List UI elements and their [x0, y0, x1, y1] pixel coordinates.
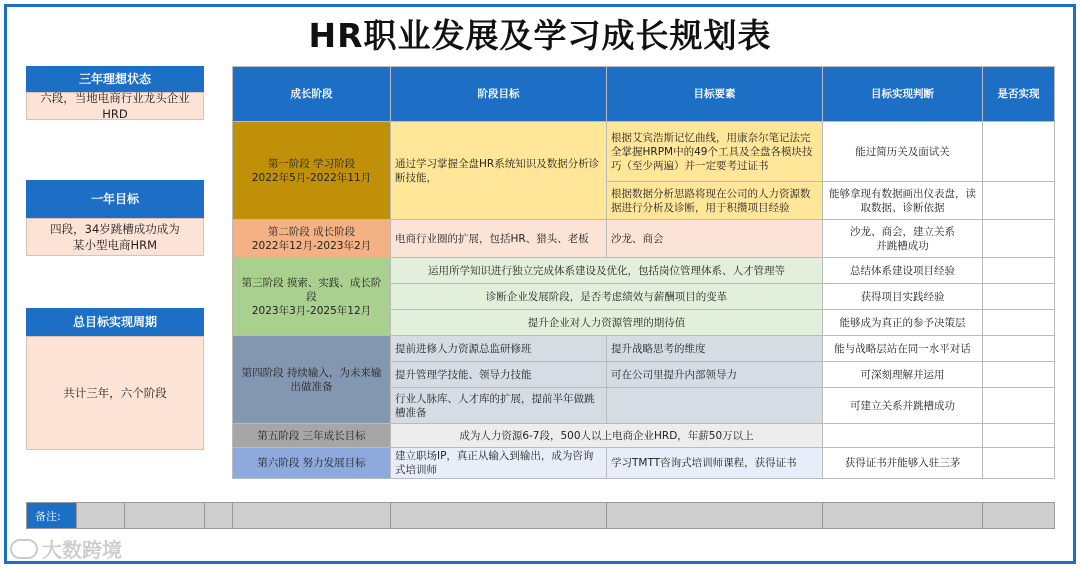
stage6-judge: 获得证书并能够入驻三茅 [823, 448, 983, 479]
stage2-element: 沙龙、商会 [607, 220, 823, 258]
achieved-cell[interactable] [983, 122, 1055, 182]
stage2-cell: 第二阶段 成长阶段 2022年12月-2023年2月 [233, 220, 391, 258]
watermark [10, 534, 122, 563]
stage4-element-1: 提升战略思考的维度 [607, 336, 823, 362]
ideal-state-body: 六段，当地电商行业龙头企业HRD [26, 92, 204, 120]
achieved-cell[interactable] [983, 336, 1055, 362]
table-row [233, 336, 1055, 362]
stage4-goal-3: 行业人脉库、人才库的扩展，提前半年做跳槽准备 [391, 388, 607, 424]
stage3-judge-1: 总结体系建设项目经验 [823, 258, 983, 284]
stage5-judge [823, 424, 983, 448]
achieved-cell[interactable] [983, 448, 1055, 479]
notes-label: 备注: [27, 503, 77, 529]
table-row [233, 424, 1055, 448]
notes-cell[interactable] [205, 503, 233, 529]
stage3-goal-3: 提升企业对人力资源管理的期待值 [391, 310, 823, 336]
one-year-goal-body: 四段，34岁跳槽成功成为 某小型电商HRM [26, 218, 204, 256]
col-elements: 目标要素 [607, 67, 823, 122]
stage4-judge-1: 能与战略层站在同一水平对话 [823, 336, 983, 362]
notes-cell[interactable] [77, 503, 125, 529]
col-judgement: 目标实现判断 [823, 67, 983, 122]
stage3-judge-2: 获得项目实践经验 [823, 284, 983, 310]
stage4-element-2: 可在公司里提升内部领导力 [607, 362, 823, 388]
achieved-cell[interactable] [983, 310, 1055, 336]
stage4-judge-2: 可深刻理解并运用 [823, 362, 983, 388]
achieved-cell[interactable] [983, 388, 1055, 424]
table-row [233, 258, 1055, 284]
watermark-logo-icon [10, 539, 38, 559]
stage4-goal-2: 提升管理学技能、领导力技能 [391, 362, 607, 388]
stage4-judge-3: 可建立关系并跳槽成功 [823, 388, 983, 424]
notes-cell[interactable] [391, 503, 607, 529]
stage1-element-2: 根据数据分析思路将现在公司的人力资源数据进行分析及诊断，用于积攒项目经验 [607, 182, 823, 220]
notes-cell[interactable] [607, 503, 823, 529]
stage3-goal-1: 运用所学知识进行独立完成体系建设及优化，包括岗位管理体系、人才管理等 [391, 258, 823, 284]
stage1-goal: 通过学习掌握全盘HR系统知识及数据分析诊断技能， [391, 122, 607, 220]
stage6-goal: 建立职场IP，真正从输入到输出，成为咨询式培训师 [391, 448, 607, 479]
stage1-cell: 第一阶段 学习阶段 2022年5月-2022年11月 [233, 122, 391, 220]
one-year-goal-header: 一年目标 [26, 180, 204, 218]
stage5-goal: 成为人力资源6-7段，500人以上电商企业HRD，年薪50万以上 [391, 424, 823, 448]
col-goal: 阶段目标 [391, 67, 607, 122]
stage1-judge-1: 能过简历关及面试关 [823, 122, 983, 182]
stage2-goal: 电商行业圈的扩展，包括HR、猎头、老板 [391, 220, 607, 258]
col-achieved: 是否实现 [983, 67, 1055, 122]
stage6-cell: 第六阶段 努力发展目标 [233, 448, 391, 479]
table-header-row [233, 67, 1055, 122]
achieved-cell[interactable] [983, 220, 1055, 258]
achieved-cell[interactable] [983, 182, 1055, 220]
table-row [233, 448, 1055, 479]
cycle-body: 共计三年，六个阶段 [26, 336, 204, 450]
stage3-cell: 第三阶段 摸索、实践、成长阶段 2023年3月-2025年12月 [233, 258, 391, 336]
stage3-judge-3: 能够成为真正的参予决策层 [823, 310, 983, 336]
table-row [233, 220, 1055, 258]
notes-bar [26, 502, 1055, 529]
notes-cell[interactable] [983, 503, 1055, 529]
page-title: HR职业发展及学习成长规划表 [308, 16, 772, 55]
notes-cell[interactable] [125, 503, 205, 529]
watermark-text: 大数跨境 [42, 538, 122, 562]
achieved-cell[interactable] [983, 424, 1055, 448]
stage5-cell: 第五阶段 三年成长目标 [233, 424, 391, 448]
stage4-goal-1: 提前进修人力资源总监研修班 [391, 336, 607, 362]
stage2-judge: 沙龙、商会，建立关系 并跳槽成功 [823, 220, 983, 258]
stage4-cell: 第四阶段 持续输入，为未来输出做准备 [233, 336, 391, 424]
cycle-header: 总目标实现周期 [26, 308, 204, 336]
notes-cell[interactable] [823, 503, 983, 529]
plan-table [232, 66, 1055, 479]
stage1-judge-2: 能够拿现有数据画出仪表盘，读取数据、诊断依据 [823, 182, 983, 220]
stage1-element-1: 根据艾宾浩斯记忆曲线，用康奈尔笔记法完全掌握HRPM中的49个工具及全盘各模块技巧（至少两遍）并一定要考过证书 [607, 122, 823, 182]
col-stage: 成长阶段 [233, 67, 391, 122]
achieved-cell[interactable] [983, 284, 1055, 310]
notes-cell[interactable] [233, 503, 391, 529]
ideal-state-header: 三年理想状态 [26, 66, 204, 92]
achieved-cell[interactable] [983, 258, 1055, 284]
stage6-element: 学习TMTT咨询式培训师课程，获得证书 [607, 448, 823, 479]
stage4-element-3 [607, 388, 823, 424]
table-row [233, 122, 1055, 182]
achieved-cell[interactable] [983, 362, 1055, 388]
stage3-goal-2: 诊断企业发展阶段，是否考虑绩效与薪酬项目的变革 [391, 284, 823, 310]
